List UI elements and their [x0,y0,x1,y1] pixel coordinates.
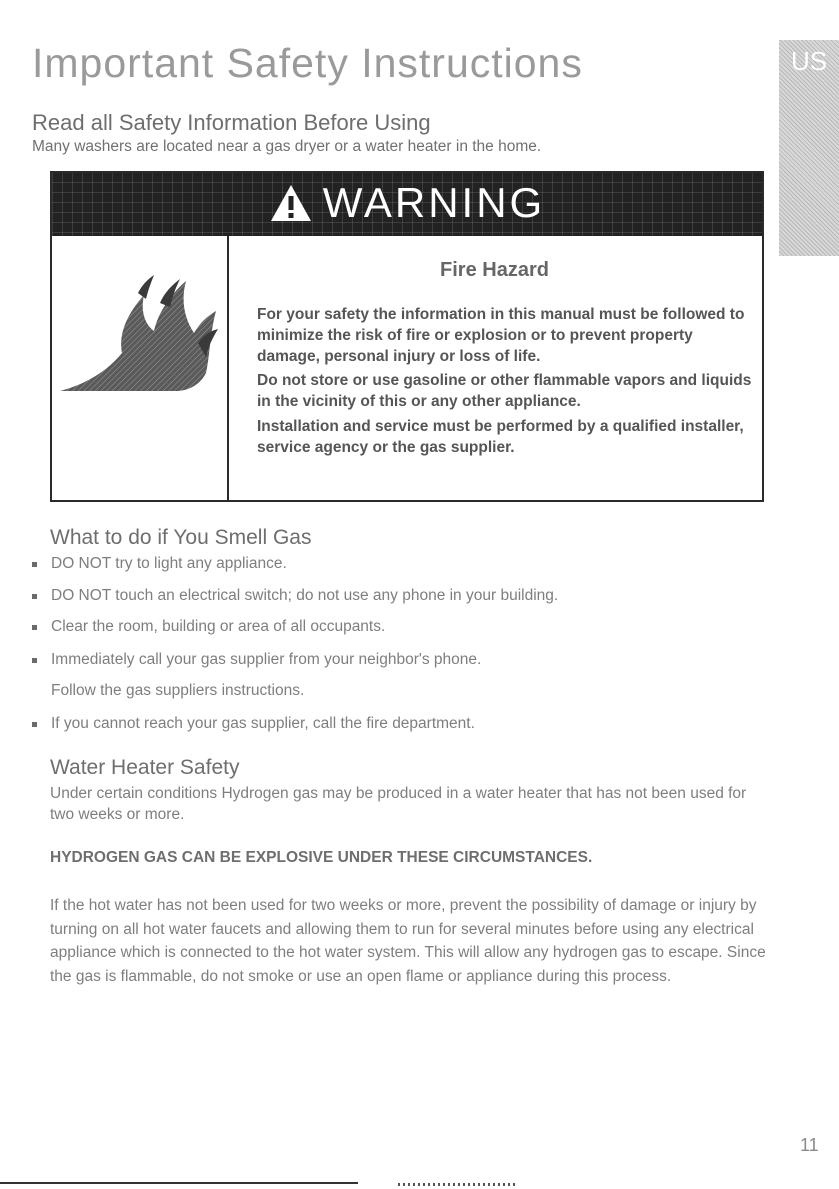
read-all-text: Many washers are located near a gas dryer or a water heater in the home. [32,138,542,155]
bullet-icon [32,594,37,599]
bullet-icon [32,722,37,727]
bullet-icon [32,658,37,663]
water-heater-body: If the hot water has not been used for two weeks or more, prevent the possibility of damage or injury by turning on all hot water faucets and allowing them to run for several minutes before using any electrical appliance which is connected to the hot water system. This will allow any hydrogen gas to escape. Since the gas is flammable, do not smoke or use an open flame or appliance during this process. [50,897,766,985]
bullet-icon [32,562,37,567]
bullet-icon [32,625,37,630]
footer-dots [398,1183,518,1186]
page-title: Important Safety Instructions [32,40,583,86]
fire-hazard-title: Fire Hazard [440,259,549,281]
region-tab-label: US [791,46,828,76]
list-item-text: DO NOT try to light any appliance. [51,555,287,572]
warning-triangle-icon [269,183,313,223]
read-all-heading: Read all Safety Information Before Using [32,110,431,135]
warning-header [52,173,762,236]
smell-gas-heading: What to do if You Smell Gas [50,526,312,549]
list-item-text: DO NOT touch an electrical switch; do not use any phone in your building. [51,587,559,604]
warning-box [50,171,764,502]
hydrogen-alert: HYDROGEN GAS CAN BE EXPLOSIVE UNDER THESE CIRCUMSTANCES. [50,849,593,866]
list-item-text: If you cannot reach your gas supplier, call the fire department. [51,715,475,732]
warning-paragraph-2: Do not store or use gasoline or other flammable vapors and liquids in the vicinity of this or any other appliance. [257,372,752,410]
list-item-text: Follow the gas suppliers instructions. [51,682,305,699]
warning-paragraph-1: For your safety the information in this manual must be followed to minimize the risk of fire or explosion or to prevent property damage, personal injury or loss of life. [257,306,745,365]
list-item-text: Clear the room, building or area of all occupants. [51,618,386,635]
page-number: 11 [800,1135,819,1155]
fire-icon [60,273,220,393]
footer-rule [0,1182,358,1184]
water-heater-intro: Under certain conditions Hydrogen gas may be produced in a water heater that has not been used for two weeks or more. [50,785,747,823]
list-item-text: Immediately call your gas supplier from your neighbor's phone. [51,651,482,668]
warning-title: WARNING [322,179,546,226]
water-heater-heading: Water Heater Safety [50,756,240,779]
region-tab [779,40,839,256]
warning-paragraph-3: Installation and service must be performed by a qualified installer, service agency or the gas supplier. [257,418,744,456]
